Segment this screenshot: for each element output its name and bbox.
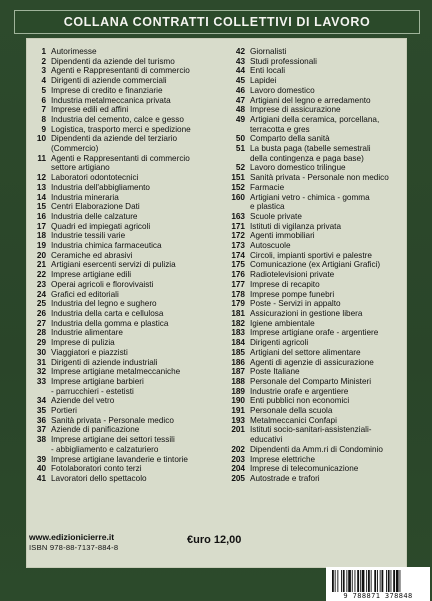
contract-title: Imprese artigiane edili [51,270,132,280]
contract-list-item [26,435,215,445]
contract-list-item [26,377,215,387]
contract-number: 41 [36,473,46,483]
contract-number: 21 [36,260,46,270]
contract-number: 178 [231,289,245,299]
contract-number: 176 [231,270,245,280]
contract-number: 151 [231,173,245,183]
contract-number: 32 [36,367,46,377]
contract-list-item [223,348,407,358]
contract-number: 18 [36,231,46,241]
contract-list-item [223,163,407,173]
contract-number: 14 [36,192,46,202]
contract-list-item [223,115,407,125]
contract-title: Sanità privata - Personale medico [51,415,174,425]
contract-number: 191 [231,406,245,416]
contract-list-item [223,260,407,270]
contract-title: Industria chimica farmaceutica [51,241,162,251]
contract-list-item [26,251,215,261]
contract-title: Studi professionali [250,56,317,66]
contract-list-item [223,144,407,154]
publisher-website[interactable]: www.edizionicierre.it [29,532,115,542]
contract-title: Laboratori odontotecnici [51,173,139,183]
contract-number: 186 [231,357,245,367]
contract-list-item [26,66,215,76]
contract-number: 10 [36,134,46,144]
contract-title: (Commercio) [51,144,99,154]
contract-number: 50 [235,134,245,144]
contract-number: 31 [36,357,46,367]
contract-number: 12 [36,173,46,183]
contract-title: Industria delle calzature [51,211,138,221]
contract-list-item [26,57,215,67]
contract-list-item [223,290,407,300]
contract-number [26,144,51,154]
contract-number: 190 [231,396,245,406]
contract-number: 152 [231,182,245,192]
contract-number: 34 [36,396,46,406]
contract-title: Operai agricoli e florovivaisti [51,279,154,289]
contract-title: Imprese artigiane barbieri [51,376,144,386]
contract-title: Industria del legno e sughero [51,299,157,309]
contract-list-item [26,183,215,193]
contract-title: Imprese artigiane dei settori tessili [51,435,175,445]
contract-number: 44 [235,66,245,76]
contract-title: Imprese elettriche [250,454,316,464]
contract-title: Industrie tessili varie [51,231,126,241]
contract-list-item [223,425,407,435]
contract-title: Imprese di recapito [250,279,320,289]
contract-list-item [223,125,407,135]
contract-number: 202 [231,444,245,454]
contract-title: Centri Elaborazione Dati [51,202,140,212]
contract-list-item [26,406,215,416]
contract-number [223,435,250,445]
contract-list-item [26,358,215,368]
contract-number: 9 [41,124,46,134]
contract-list-item [223,183,407,193]
contract-list-item [26,154,215,164]
contract-title: Industria mineraria [51,192,119,202]
contract-list-item [26,280,215,290]
contract-list-item [26,86,215,96]
contract-title: Lavoro domestico trilingue [250,163,346,173]
contract-list-item [26,202,215,212]
contract-number: 35 [36,406,46,416]
contract-number: 163 [231,211,245,221]
contract-list-item [26,416,215,426]
contract-number: 3 [41,66,46,76]
contract-title: Ceramiche ed abrasivi [51,250,133,260]
contract-title: Istituti socio-sanitari-assistenziali- [250,425,372,435]
contract-list-item [223,96,407,106]
contract-title: Artigiani della ceramica, porcellana, [250,114,380,124]
contract-number: 173 [231,241,245,251]
contract-number: 22 [36,270,46,280]
contract-list-item [223,47,407,57]
contract-number: 4 [41,76,46,86]
contract-list-item [223,328,407,338]
contract-list-item [223,270,407,280]
contract-number: 20 [36,250,46,260]
contract-number: 188 [231,376,245,386]
contract-list-item [26,338,215,348]
contract-title: Imprese di assicurazione [250,105,341,115]
contract-list-panel [26,38,413,600]
publisher-info [29,532,169,553]
contract-title: Giornalisti [250,47,287,56]
contract-list-item [26,76,215,86]
contract-title: Artigiani esercenti servizi di pulizia [51,260,176,270]
contract-title: Enti locali [250,66,286,76]
contract-list-right-column [223,47,407,484]
contract-number: 172 [231,231,245,241]
contract-title: e plastica [250,202,285,212]
contract-title: Imprese di telecomunicazione [250,464,359,474]
contract-number: 30 [36,347,46,357]
contract-title: Fotolaboratori conto terzi [51,464,142,474]
contract-title: Enti pubblici non economici [250,396,350,406]
contract-title: Radiotelevisioni private [250,270,335,280]
contract-number: 23 [36,279,46,289]
contract-number: 181 [231,308,245,318]
contract-number: 48 [235,105,245,115]
contract-number: 13 [36,182,46,192]
contract-number: 183 [231,328,245,338]
contract-title: - abbigliamento e calzaturiero [51,444,159,454]
contract-number [223,125,250,135]
contract-title: Dipendenti da aziende del terziario [51,134,178,144]
contract-title: Dirigenti di aziende industriali [51,357,158,367]
contract-title: Comparto della sanità [250,134,330,144]
contract-title: Aziende del vetro [51,396,115,406]
contract-list-item [26,445,215,455]
contract-title: Poste - Servizi in appalto [250,299,341,309]
contract-number: 6 [41,95,46,105]
contract-title: Industria dell'abbigliamento [51,182,150,192]
contract-list-item [26,455,215,465]
contract-list-item [26,222,215,232]
contract-number: 11 [37,153,46,163]
contract-number: 17 [36,221,46,231]
contract-list-item [223,86,407,96]
contract-list-item [26,270,215,280]
contract-title: Personale della scuola [250,406,333,416]
contract-number: 204 [231,464,245,474]
contract-title: Assicurazioni in gestione libera [250,308,363,318]
contract-title: Imprese artigiane orafe - argentiere [250,328,379,338]
contract-list-item [223,367,407,377]
contract-title: Dipendenti da aziende del turismo [51,56,175,66]
contract-list-item [223,406,407,416]
contract-title: Autorimesse [51,47,97,56]
contract-number: 160 [231,192,245,202]
contract-title: Imprese di credito e finanziarie [51,85,163,95]
contract-title: Comunicazione (ex Artigiani Grafici) [250,260,381,270]
contract-number: 177 [231,279,245,289]
contract-number: 185 [231,347,245,357]
contract-title: Personale del Comparto Ministeri [250,376,372,386]
contract-list-item [26,105,215,115]
contract-list-item [26,260,215,270]
contract-number: 36 [36,415,46,425]
contract-number: 26 [36,308,46,318]
contract-list-item [26,319,215,329]
contract-list-item [26,425,215,435]
contract-list-item [223,416,407,426]
contract-number [223,154,250,164]
contract-number: 16 [36,211,46,221]
contract-number: 1 [41,47,46,56]
contract-title: Circoli, impianti sportivi e palestre [250,250,372,260]
contract-list-item [223,299,407,309]
contract-title: Autoscuole [250,241,291,251]
contract-number [26,163,51,173]
isbn-barcode [326,567,430,601]
contract-number: 179 [231,299,245,309]
contract-number: 25 [36,299,46,309]
contract-list-item [26,464,215,474]
contract-title: Imprese artigiane metalmeccaniche [51,367,181,377]
contract-list-item [26,173,215,183]
contract-title: Artigiani vetro - chimica - gomma [250,192,370,202]
contract-list-item [26,367,215,377]
contract-title: Industria del cemento, calce e gesso [51,114,184,124]
contract-title: Portieri [51,406,77,416]
contract-list-item [223,387,407,397]
contract-list-item [223,474,407,484]
contract-title: della contingenza e paga base) [250,153,364,163]
contract-list-item [26,328,215,338]
contract-number: 51 [235,144,245,154]
contract-list-item [26,134,215,144]
contract-number: 174 [231,250,245,260]
contract-title: La busta paga (tabelle semestrali [250,144,371,154]
contract-title: Imprese di pulizia [51,338,115,348]
contract-number: 187 [231,367,245,377]
contract-title: Imprese pompe funebri [250,289,335,299]
contract-title: Viaggiatori e piazzisti [51,347,128,357]
contract-number: 42 [235,47,245,56]
contract-title: Poste Italiane [250,367,300,377]
contract-list-item [223,396,407,406]
isbn-text: ISBN 978-88-7137-884-8 [29,543,119,552]
contract-number: 2 [41,56,46,66]
contract-list-item [26,125,215,135]
contract-list-item [26,96,215,106]
contract-list-item [223,105,407,115]
contract-list-item [223,66,407,76]
contract-number: 201 [231,425,245,435]
contract-list-item [223,231,407,241]
barcode-number: 9 788871 378848 [326,592,430,600]
contract-number: 49 [235,114,245,124]
contract-number: 29 [36,338,46,348]
contract-number [26,445,51,455]
contract-title: Imprese edili ed affini [51,105,129,115]
contract-number: 37 [36,425,46,435]
contract-list-item [26,47,215,57]
contract-title: Sanità privata - Personale non medico [250,173,389,183]
contract-list-item [223,173,407,183]
contract-number [26,387,51,397]
contract-list-item [26,163,215,173]
contract-list-item [26,115,215,125]
contract-number: 47 [235,95,245,105]
contract-title: Quadri ed impiegati agricoli [51,221,151,231]
contract-number: 46 [235,85,245,95]
contract-title: Agenti e Rappresentanti di commercio [51,153,190,163]
contract-list-item [26,309,215,319]
contract-title: Industrie alimentare [51,328,123,338]
contract-list-item [223,222,407,232]
contract-number: 193 [231,415,245,425]
contract-title: Dirigenti agricoli [250,338,309,348]
contract-title: Istituti di vigilanza privata [250,221,342,231]
contract-list-item [223,464,407,474]
contract-list-item [223,358,407,368]
contract-number: 40 [36,464,46,474]
contract-list-item [26,387,215,397]
contract-title: Lavoro domestico [250,85,315,95]
contract-number: 171 [231,221,245,231]
contract-list-item [223,455,407,465]
contract-list-item [26,348,215,358]
contract-title: educativi [250,435,283,445]
contract-list-item [223,212,407,222]
contract-list-item [26,193,215,203]
contract-list-item [26,241,215,251]
contract-list-left-column [26,47,215,484]
contract-number: 5 [41,85,46,95]
contract-list-item [223,76,407,86]
contract-title: Autostrade e trafori [250,473,320,483]
contract-title: Industria della gomma e plastica [51,318,169,328]
contract-number [223,202,250,212]
contract-title: Agenti di agenzie di assicurazione [250,357,374,367]
contract-list-item [26,231,215,241]
contract-number: 182 [231,318,245,328]
contract-number: 189 [231,386,245,396]
contract-list-item [223,338,407,348]
contract-list-item [223,134,407,144]
contract-title: Agenti immobiliari [250,231,315,241]
contract-list-item [26,144,215,154]
contract-number: 38 [36,435,46,445]
contract-title: Artigiani del settore alimentare [250,347,361,357]
contract-list-item [223,319,407,329]
contract-number: 43 [235,56,245,66]
contract-list-item [26,474,215,484]
contract-number: 19 [36,241,46,251]
contract-number: 175 [231,260,245,270]
contract-title: Lapidei [250,76,277,86]
contract-list-item [223,57,407,67]
contract-title: Farmacie [250,182,285,192]
contract-list-item [223,154,407,164]
contract-list-item [26,299,215,309]
contract-list-item [26,290,215,300]
contract-list-item [223,251,407,261]
contract-title: Agenti e Rappresentanti di commercio [51,66,190,76]
contract-list-item [223,445,407,455]
price-label: €uro 12,00 [187,534,242,546]
contract-number: 28 [36,328,46,338]
contract-number: 27 [36,318,46,328]
contract-number: 8 [41,114,46,124]
contract-number: 24 [36,289,46,299]
contract-number: 203 [231,454,245,464]
contract-number: 15 [36,202,46,212]
contract-title: Scuole private [250,211,302,221]
contract-title: Dipendenti da Amm.ri di Condominio [250,444,383,454]
contract-title: Grafici ed editoriali [51,289,119,299]
contract-number: 184 [231,338,245,348]
contract-number: 52 [235,163,245,173]
contract-title: Imprese artigiane lavanderie e tintorie [51,454,188,464]
contract-number: 7 [41,105,46,115]
contract-list-item [223,241,407,251]
contract-list-item [223,309,407,319]
contract-title: Aziende di panificazione [51,425,140,435]
contract-list-item [223,280,407,290]
contract-title: Lavoratori dello spettacolo [51,473,147,483]
contract-title: Logistica, trasporto merci e spedizione [51,124,191,134]
contract-number: 45 [235,76,245,86]
contract-list-item [26,396,215,406]
contract-number: 205 [231,473,245,483]
contract-title: Metalmeccanici Confapi [250,415,337,425]
contract-title: Igiene ambientale [250,318,315,328]
contract-list-item [223,377,407,387]
contract-list-item [223,193,407,203]
contract-list-item [26,212,215,222]
contract-title: Dirigenti di aziende commerciali [51,76,167,86]
contract-list-item [223,202,407,212]
series-title: COLLANA CONTRATTI COLLETTIVI DI LAVORO [14,10,420,34]
contract-title: Industria della carta e cellulosa [51,308,164,318]
contract-title: Artigiani del legno e arredamento [250,95,371,105]
contract-title: - parrucchieri - estetisti [51,386,134,396]
contract-title: Industrie orafe e argentiere [250,386,349,396]
contract-number: 33 [36,376,46,386]
contract-number: 39 [36,454,46,464]
contract-list-item [223,435,407,445]
contract-title: settore artigiano [51,163,110,173]
contract-title: Industria metalmeccanica privata [51,95,171,105]
contract-title: terracotta e gres [250,124,310,134]
